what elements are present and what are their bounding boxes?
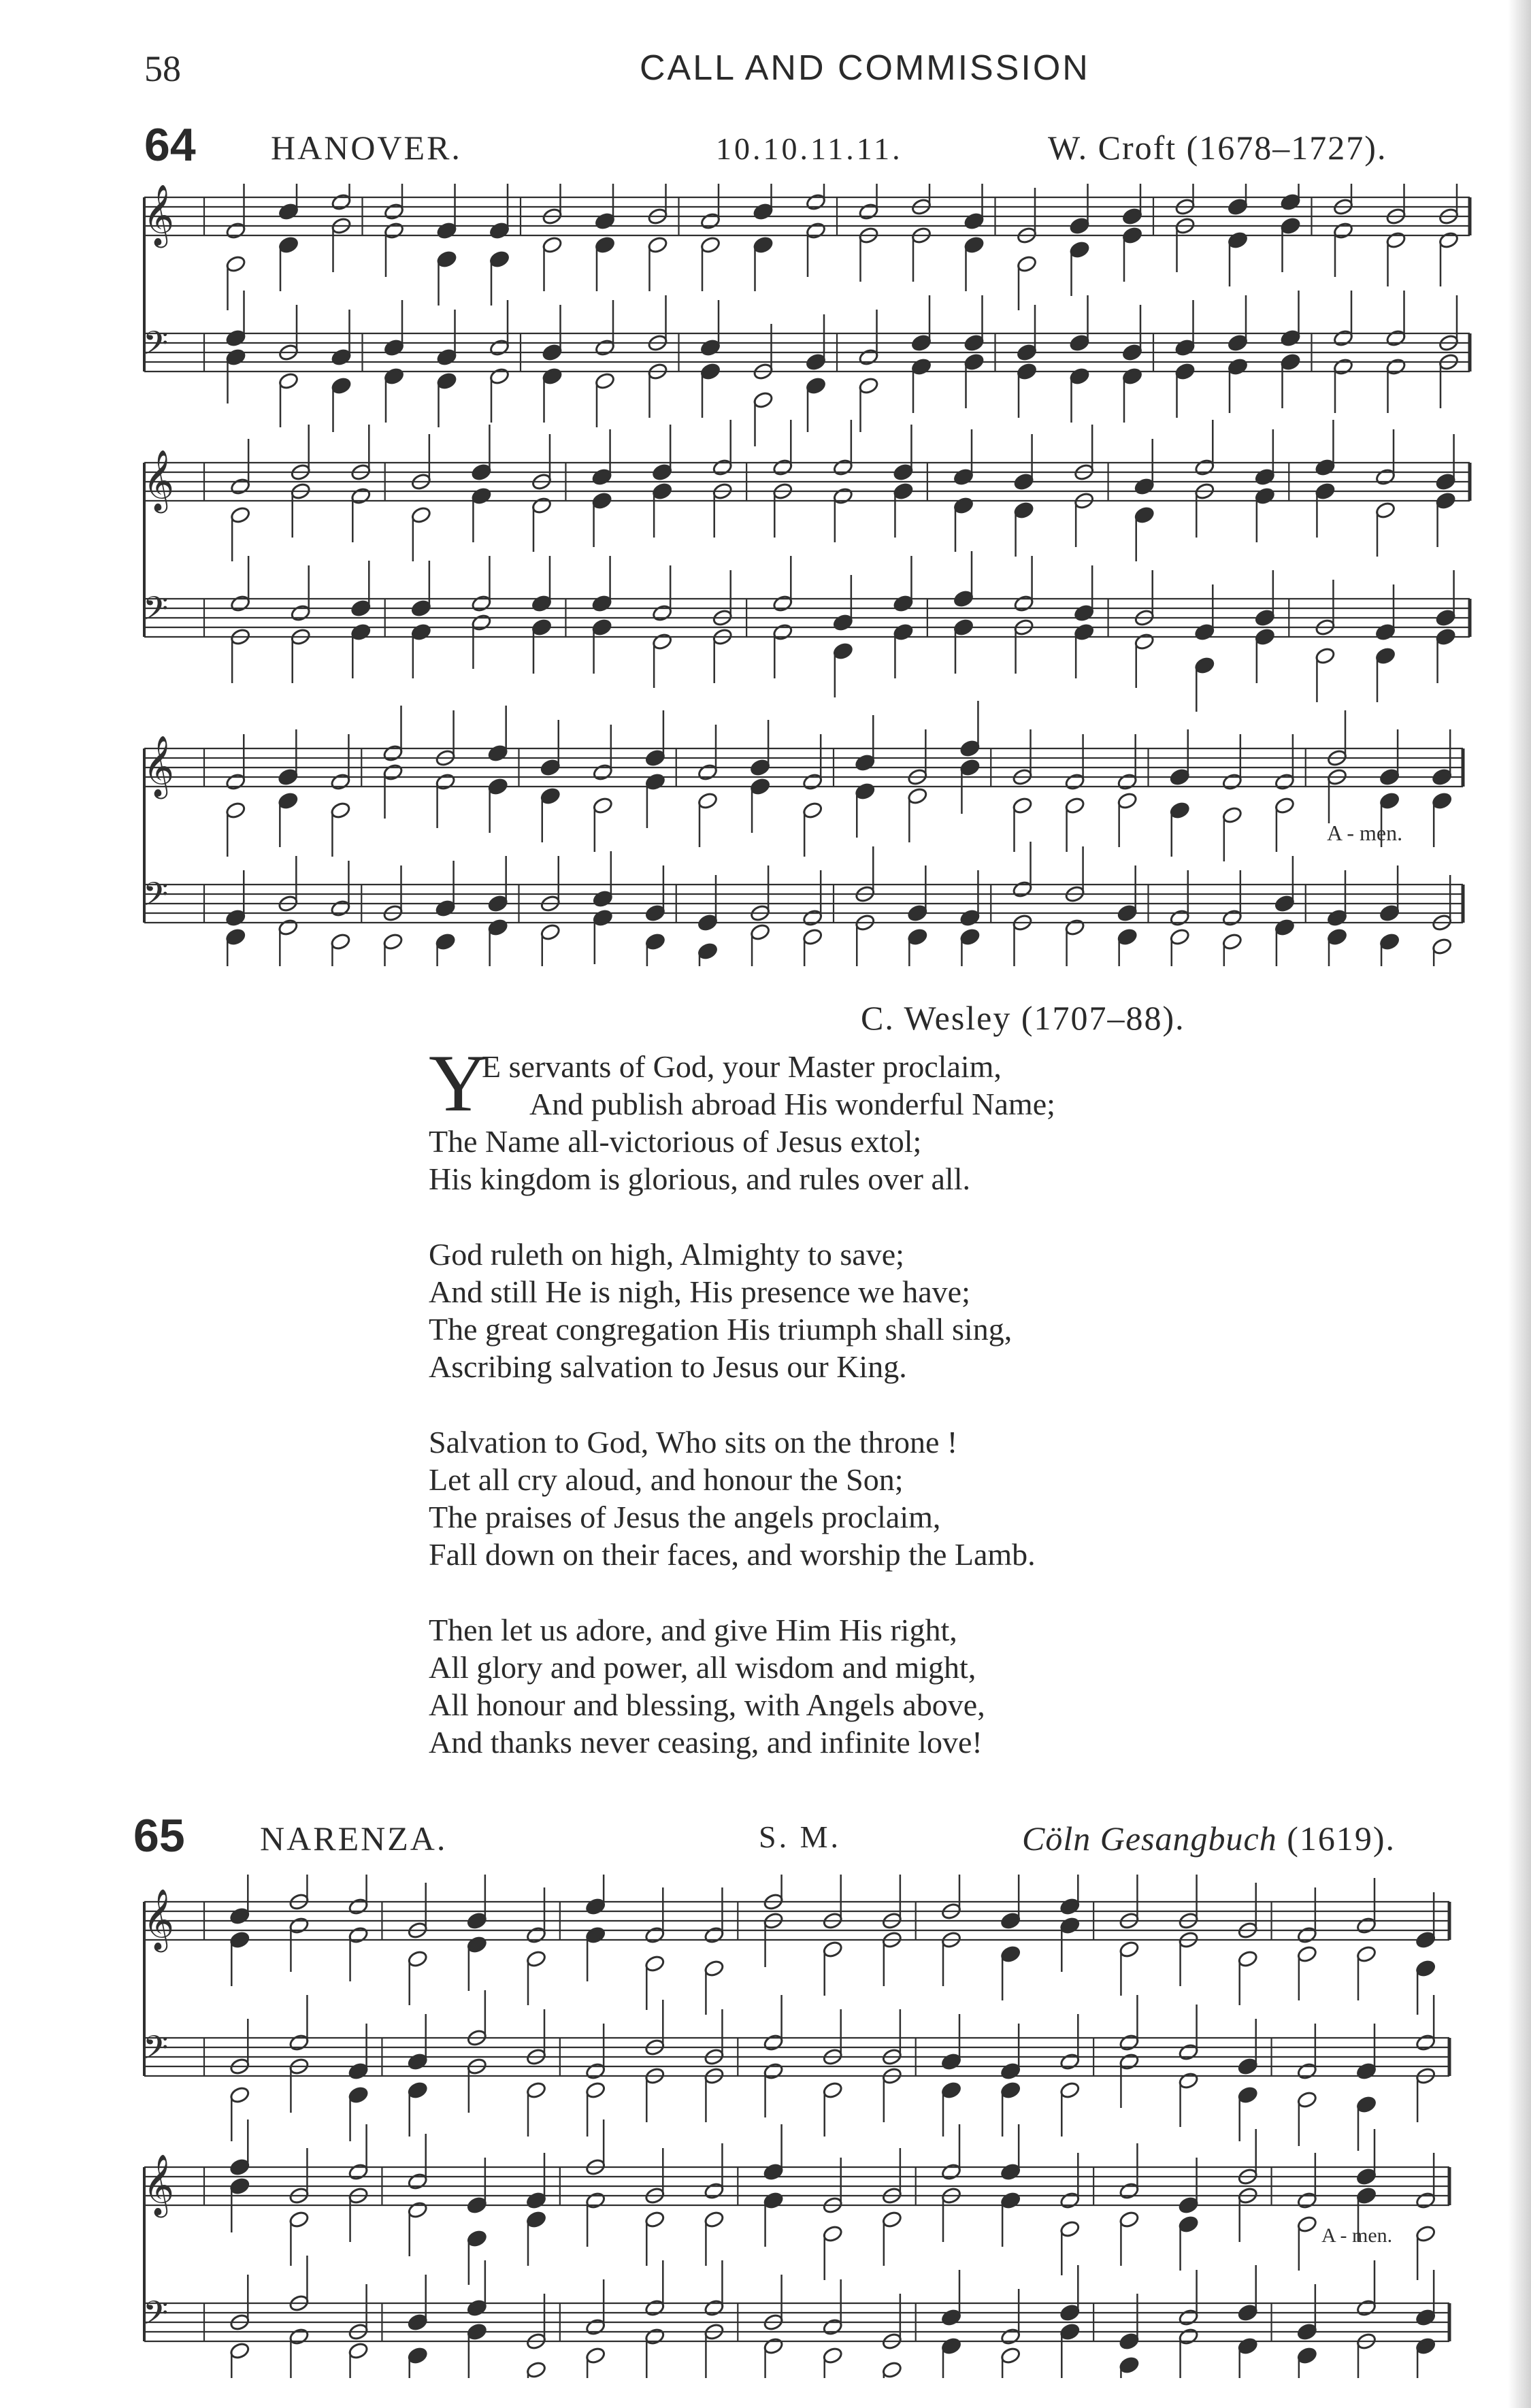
hymn-65-system-1: [143, 1875, 1449, 2151]
verse-line: The praises of Jesus the angels proclaim,: [429, 1500, 941, 1534]
verse-line: God ruleth on high, Almighty to save;: [429, 1237, 904, 1272]
hymn-64-author: C. Wesley (1707–88).: [861, 999, 1185, 1037]
hymn-64-meter: 10.10.11.11.: [716, 131, 903, 166]
bass-clef-icon: 𝄢: [143, 589, 169, 636]
hymn-64-system-2: [143, 420, 1470, 712]
hymn-65-score: [129, 1875, 1477, 2378]
verse-line: Then let us adore, and give Him His right,: [429, 1613, 957, 1647]
bass-clef-icon: 𝄢: [143, 324, 169, 370]
page-number: 58: [144, 48, 181, 89]
bass-clef-icon: 𝄢: [143, 875, 169, 921]
hymn-65-source-date: (1619).: [1287, 1819, 1396, 1858]
treble-clef-icon: 𝄞: [143, 736, 175, 797]
hymn-64-amen: A - men.: [1327, 821, 1403, 845]
verse-line: Ascribing salvation to Jesus our King.: [429, 1349, 907, 1384]
drop-cap: Y: [429, 1038, 488, 1128]
hymn-64-header: [0, 119, 1531, 177]
hymn-64-tune-name: HANOVER.: [271, 129, 462, 167]
verse-line: And thanks never ceasing, and infinite love!: [429, 1725, 983, 1760]
hymn-65-amen: A - men.: [1321, 2224, 1393, 2247]
hymn-65-source-name: Cöln Gesangbuch: [1022, 1819, 1277, 1858]
running-title: CALL AND COMMISSION: [640, 48, 1090, 88]
treble-clef-icon: 𝄞: [143, 1889, 175, 1950]
verse-line: All honour and blessing, with Angels above,: [429, 1687, 985, 1722]
hymn-65-meter: S. M.: [759, 1819, 841, 1854]
verse-3: [429, 1423, 1381, 1573]
bass-clef-icon: 𝄢: [143, 2294, 169, 2340]
hymn-65-header: [0, 1810, 1531, 1868]
verse-1: [429, 1038, 1381, 1198]
verse-line: The great congregation His triumph shall sing,: [429, 1312, 1013, 1347]
verse-4: [429, 1611, 1381, 1761]
hymn-65-source: [1022, 1819, 1396, 1858]
verse-line: Salvation to God, Who sits on the throne !: [429, 1425, 958, 1459]
verse-line: The Name all-victorious of Jesus extol;: [429, 1124, 922, 1159]
verse-line: E servants of God, your Master proclaim,: [482, 1049, 1002, 1084]
page-edge-shadow: [1508, 0, 1531, 2408]
running-head: [0, 48, 1531, 95]
hymn-64-number: 64: [144, 119, 196, 171]
verse-line: His kingdom is glorious, and rules over all.: [429, 1161, 970, 1196]
bass-clef-icon: 𝄢: [143, 2028, 169, 2075]
verse-line: And still He is nigh, His presence we have;: [429, 1274, 970, 1309]
hymn-65-tune-name: NARENZA.: [260, 1819, 448, 1858]
treble-clef-icon: 𝄞: [143, 184, 175, 246]
treble-clef-icon: 𝄞: [143, 2154, 175, 2215]
hymn-65-system-2: [143, 2120, 1449, 2378]
verse-2: [429, 1236, 1381, 1385]
verse-line: And publish abroad His wonderful Name;: [529, 1087, 1055, 1121]
verse-line: All glory and power, all wisdom and might,: [429, 1650, 976, 1685]
hymn-64-verses: [429, 1038, 1381, 1799]
hymn-64-score: [129, 184, 1477, 966]
verse-line: Fall down on their faces, and worship the Lamb.: [429, 1537, 1036, 1572]
hymn-64-composer: W. Croft (1678–1727).: [1048, 129, 1387, 167]
verse-line: Let all cry aloud, and honour the Son;: [429, 1462, 904, 1497]
hymn-64-system-3: [143, 701, 1463, 966]
hymn-64-system-1: [143, 184, 1470, 446]
treble-clef-icon: 𝄞: [143, 450, 175, 511]
hymn-65-number: 65: [133, 1810, 185, 1862]
